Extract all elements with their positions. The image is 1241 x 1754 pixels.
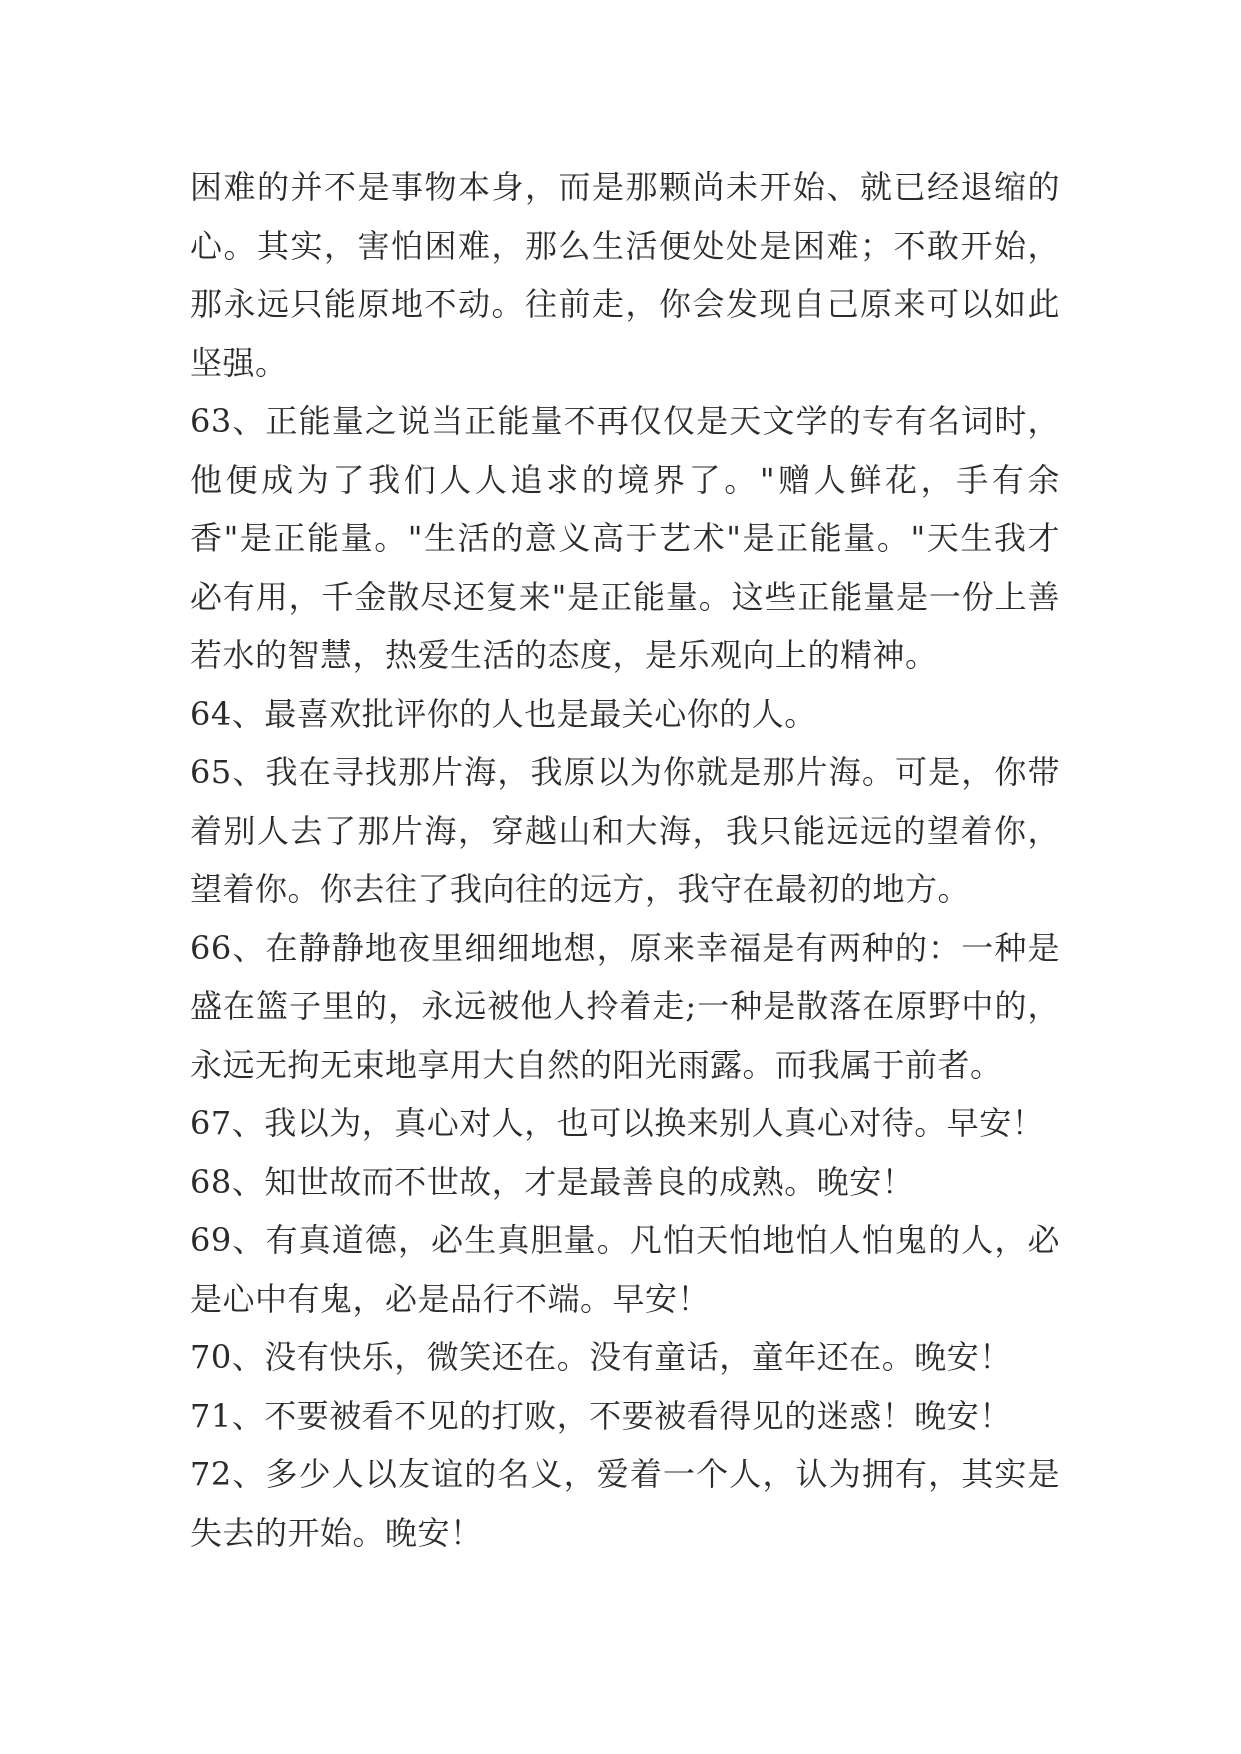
document-body: [190, 158, 1060, 1562]
paragraph-72: 72、多少人以友谊的名义，爱着一个人，认为拥有，其实是失去的开始。晚安！: [190, 1455, 1060, 1552]
paragraph-66: 66、在静静地夜里细细地想，原来幸福是有两种的：一种是盛在篮子里的，永远被他人拎着走;一种是散落在原野中的，永远无拘无束地享用大自然的阳光雨露。而我属于前者。: [190, 928, 1060, 1084]
paragraph-70: 70、没有快乐，微笑还在。没有童话，童年还在。晚安！: [190, 1338, 1012, 1376]
paragraph-65: 65、我在寻找那片海，我原以为你就是那片海。可是，你带着别人去了那片海，穿越山和大海，我只能远远的望着你，望着你。你去往了我向往的远方，我守在最初的地方。: [190, 753, 1060, 908]
paragraph-68: 68、知世故而不世故，才是最善良的成熟。晚安！: [190, 1162, 915, 1201]
paragraph-intro: 困难的并不是事物本身，而是那颗尚未开始、就已经退缩的心。其实，害怕困难，那么生活便处处是困难；不敢开始，那永远只能原地不动。往前走，你会发现自己原来可以如此坚强。: [190, 168, 1060, 382]
paragraph-71: 71、不要被看不见的打败，不要被看得见的迷惑！晚安！: [190, 1396, 1012, 1435]
paragraph-69: 69、有真道德，必生真胆量。凡怕天怕地怕人怕鬼的人，必是心中有鬼，必是品行不端。早安！: [190, 1221, 1060, 1318]
paragraph-64: 64、最喜欢批评你的人也是最关心你的人。: [190, 694, 817, 733]
paragraph-67: 67、我以为，真心对人，也可以换来别人真心对待。早安！: [190, 1104, 1045, 1142]
paragraph-63: 63、正能量之说当正能量不再仅仅是天文学的专有名词时，他便成为了我们人人追求的境界了。"赠人鲜花，手有余香"是正能量。"生活的意义高于艺术"是正能量。"天生我才必有用，千金散尽还复来"是正能量。这些正能量是一份上善若水的智慧，热爱生活的态度，是乐观向上的精神。: [190, 402, 1060, 674]
